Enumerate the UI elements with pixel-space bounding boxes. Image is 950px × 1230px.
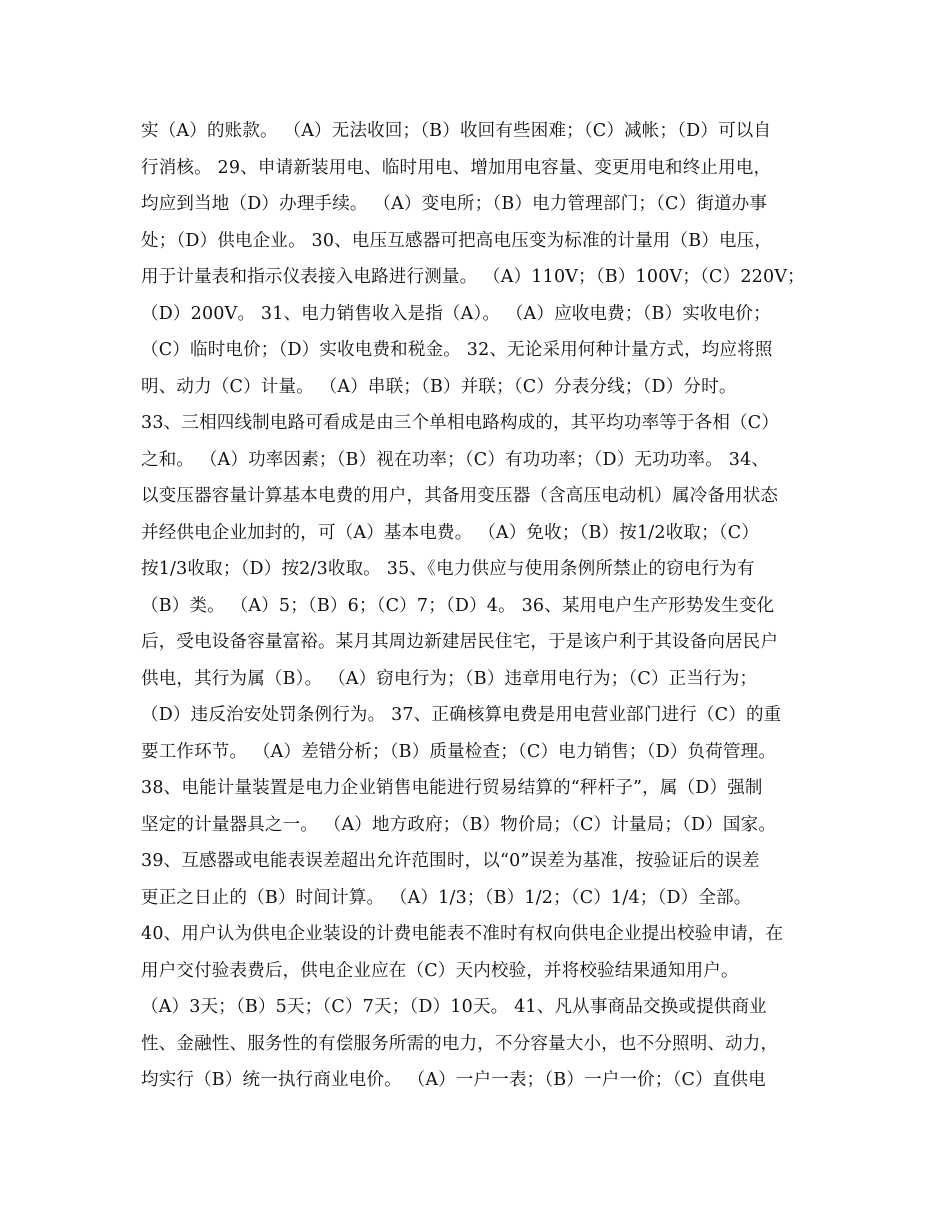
text-line: （D）200V。 31、电力销售收入是指（A）。 （A）应收电费；（B）实收电价； [141, 303, 771, 324]
text-line: 33、三相四线制电路可看成是由三个单相电路构成的，其平均功率等于各相（C） [141, 413, 780, 433]
text-line: 用于计量表和指示仪表接入电路进行测量。 （A）110V；（B）100V；（C）220V； [141, 267, 805, 287]
text-line: 更正之日止的（B）时间计算。 （A）1/3；（B）1/2；（C）1/4；（D）全部。 [141, 887, 752, 908]
text-line: 处；（D）供电企业。 30、电压互感器可把高电压变为标准的计量用（B）电压， [141, 230, 773, 251]
text-line: 40、用户认为供电企业装设的计费电能表不准时有权向供电企业提出校验申请，在 [141, 924, 784, 944]
text-line: 实（A）的账款。 （A）无法收回；（B）收回有些困难；（C）减帐；（D）可以自 [141, 121, 772, 141]
text-line: 均应到当地（D）办理手续。 （A）变电所；（B）电力管理部门；（C）街道办事 [141, 194, 768, 214]
text-line: 38、电能计量装置是电力企业销售电能进行贸易结算的“秤杆子”，属（D）强制 [141, 778, 763, 798]
text-line: 要工作环节。 （A）差错分析；（B）质量检查；（C）电力销售；（D）负荷管理。 [141, 741, 777, 762]
text-line: 坚定的计量器具之一。 （A）地方政府；（B）物价局；（C）计量局；（D）国家。 [141, 814, 777, 835]
text-line: 按1/3收取；（D）按2/3收取。 35、《电力供应与使用条例所禁止的窃电行为有 [141, 559, 755, 579]
text-line: （C）临时电价；（D）实收电费和税金。 32、无论采用何种计量方式，均应将照 [141, 340, 773, 360]
document-body [141, 113, 831, 1099]
text-line: （D）违反治安处罚条例行为。 37、正确核算电费是用电营业部门进行（C）的重 [141, 705, 782, 725]
text-line: 明、动力（C）计量。 （A）串联；（B）并联；（C）分表分线；（D）分时。 [141, 376, 737, 397]
text-line: 均实行（B）统一执行商业电价。 （A）一户一表；（B）一户一价；（C）直供电 [141, 1070, 766, 1090]
text-line: 以变压器容量计算基本电费的用户，其备用变压器（含高压电动机）属冷备用状态 [141, 486, 779, 506]
text-line: （A）3天；（B）5天；（C）7天；（D）10天。 41、凡从事商品交换或提供商业 [141, 997, 767, 1017]
text-line: 性、金融性、服务性的有偿服务所需的电力，不分容量大小，也不分照明、动力， [141, 1033, 779, 1054]
text-line: 并经供电企业加封的，可（A）基本电费。 （A）免收；（B）按1/2收取；（C） [141, 522, 760, 543]
text-line: 用户交付验表费后，供电企业应在（C）天内校验，并将校验结果通知用户。 [141, 960, 739, 981]
text-line: （B）类。 （A）5；（B）6；（C）7；（D）4。 36、某用电户生产形势发生变化 [141, 595, 775, 616]
text-line: 行消核。 29、申请新装用电、临时用电、增加用电容量、变更用电和终止用电， [141, 157, 772, 178]
text-line: 之和。 （A）功率因素；（B）视在功率；（C）有功功率；（D）无功功率。 34、 [141, 449, 770, 470]
text-line: 39、互感器或电能表误差超出允许范围时，以“0”误差为基准，按验证后的误差 [141, 851, 760, 871]
text-line: 供电，其行为属（B）。 （A）窃电行为；（B）违章用电行为；（C）正当行为； [141, 668, 758, 689]
text-line: 后，受电设备容量富裕。某月其周边新建居民住宅，于是该户利于其设备向居民户 [141, 632, 779, 652]
